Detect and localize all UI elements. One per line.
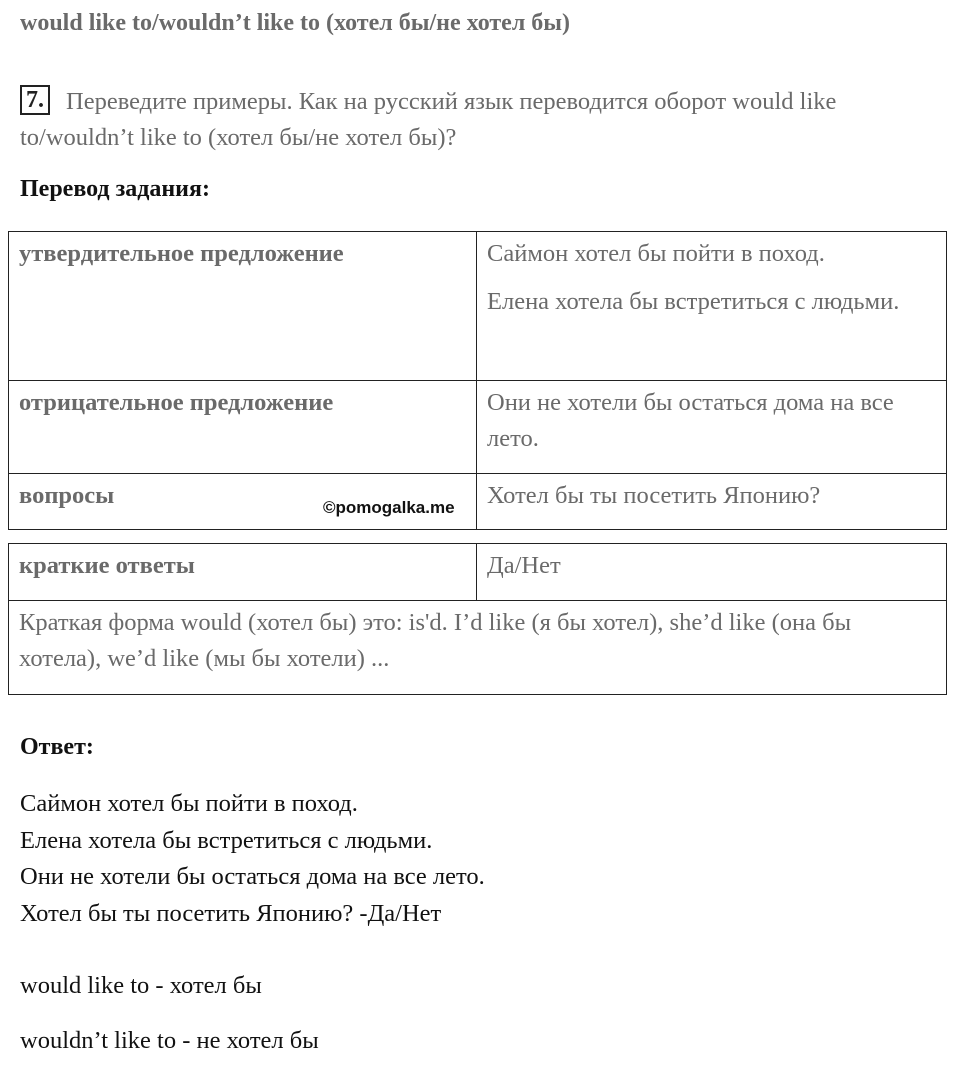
task-number: 7. — [20, 85, 50, 115]
translation-heading: Перевод задания: — [20, 176, 210, 202]
row-label-negative: отрицательное предложение — [9, 381, 477, 474]
example-sentence: Саймон хотел бы пойти в поход. — [487, 240, 825, 267]
table-row — [9, 544, 947, 601]
watermark: ©pomogalka.me — [323, 498, 455, 517]
table-row — [9, 232, 947, 381]
table-row — [9, 474, 947, 530]
row-label-questions: вопросы — [9, 474, 477, 530]
row-label-affirmative: утвердительное предложение — [9, 232, 477, 381]
answer-line: Саймон хотел бы пойти в поход. — [20, 790, 358, 817]
short-form-note: Краткая форма would (хотел бы) это: is'd. I’d like (я бы хотел), she’d like (она бы хотела), we’d like (мы бы хотели) ... — [9, 601, 947, 695]
answer-line: Елена хотела бы встретиться с людьми. — [20, 826, 433, 854]
row-value-questions — [477, 474, 947, 530]
translation-table — [8, 231, 947, 530]
example-sentence: Хотел бы ты посетить Японию? — [487, 482, 821, 509]
example-sentence: Они не хотели бы остаться дома на все лето. — [487, 389, 894, 452]
row-value-negative — [477, 381, 947, 474]
answer-heading: Ответ: — [20, 734, 94, 760]
answer-line: Они не хотели бы остаться дома на все лето. — [20, 863, 485, 891]
answer-list — [20, 786, 485, 933]
section-heading: would like to/wouldn’t like to (хотел бы/не хотел бы) — [20, 10, 571, 36]
answer-line: Хотел бы ты посетить Японию? -Да/Нет — [20, 900, 442, 928]
table-row — [9, 381, 947, 474]
task-block — [20, 84, 920, 156]
row-value-affirmative — [477, 232, 947, 381]
row-label-short-answers: краткие ответы — [9, 544, 477, 601]
short-answers-table — [8, 543, 947, 695]
task-text: Переведите примеры. Как на русский язык переводится оборот would like to/wouldn’t like to (хотел бы/не хотел бы)? — [20, 88, 837, 151]
example-sentence: Елена хотела бы встретиться с людьми. — [487, 288, 900, 315]
note-wouldnt-like: wouldn’t like to - не хотел бы — [20, 1027, 319, 1054]
row-value-short-answers: Да/Нет — [477, 544, 947, 601]
table-row — [9, 601, 947, 695]
note-would-like: would like to - хотел бы — [20, 972, 262, 999]
